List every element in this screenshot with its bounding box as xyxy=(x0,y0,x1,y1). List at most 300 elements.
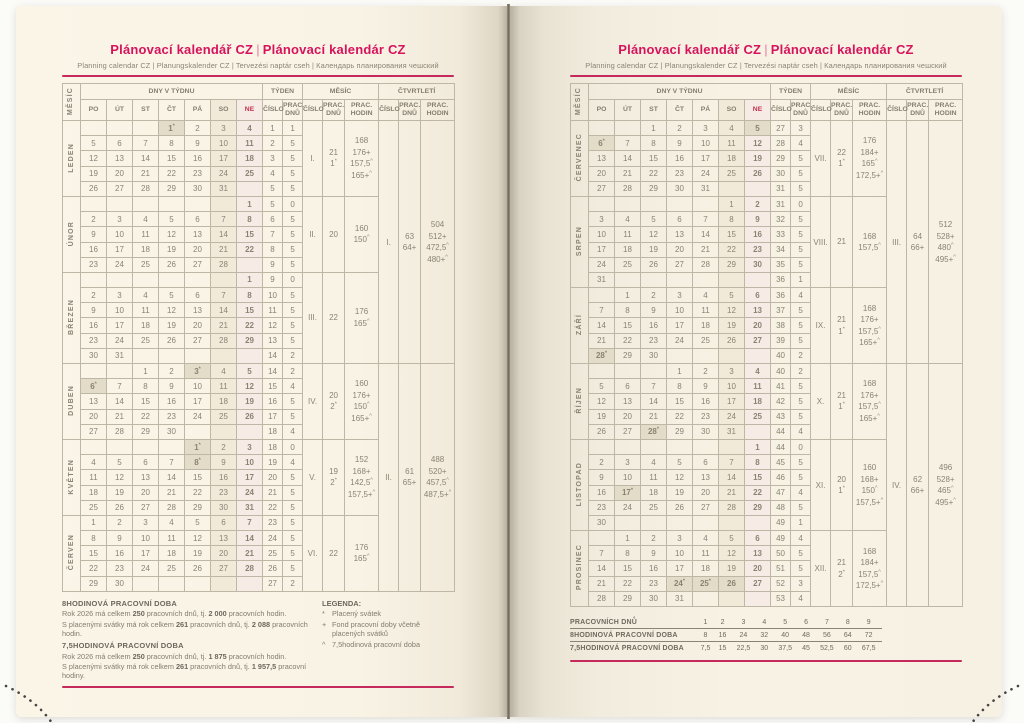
day-cell: 1 xyxy=(641,121,667,136)
day-cell: 10 xyxy=(667,303,693,318)
quarter-hours-header: PRAC. HODIN xyxy=(421,100,455,121)
day-cell: 15 xyxy=(745,470,771,485)
day-cell: 22 xyxy=(745,485,771,500)
day-header-út: ÚT xyxy=(107,100,133,121)
day-cell xyxy=(107,196,133,211)
summary-row-label: PRACOVNÍCH DNŮ xyxy=(570,616,696,629)
quarter-group-header: ČTVRTLETÍ xyxy=(379,84,455,100)
day-cell: 22 xyxy=(615,576,641,591)
day-cell: 9 xyxy=(641,546,667,561)
day-cell: 23 xyxy=(107,561,133,576)
day-cell xyxy=(185,424,211,439)
day-cell: 24 xyxy=(237,485,263,500)
summary-row-label: 8HODINOVÁ PRACOVNÍ DOBA xyxy=(570,629,696,642)
quarter-workdays-header: PRAC. DNŮ xyxy=(399,100,421,121)
month-group-header: MĚSÍC xyxy=(303,84,379,100)
day-cell: 15 xyxy=(185,470,211,485)
week-number-cell: 9 xyxy=(263,272,283,287)
day-header-so: SO xyxy=(719,100,745,121)
week-number-cell: 33 xyxy=(771,227,791,242)
summary-value-cell: 8 xyxy=(696,629,715,642)
day-cell: 24 xyxy=(211,166,237,181)
day-cell: 11 xyxy=(693,303,719,318)
day-cell: 8 xyxy=(237,212,263,227)
day-cell: 5 xyxy=(81,136,107,151)
week-group-header: TÝDEN xyxy=(263,84,303,100)
day-cell: 12 xyxy=(159,303,185,318)
week-workdays-cell: 5 xyxy=(283,136,303,151)
week-workdays-cell: 5 xyxy=(791,181,811,196)
day-cell: 1 xyxy=(237,272,263,287)
month-hours-cell: 168 176+ 157,5^ 165+^ xyxy=(853,288,887,364)
day-cell: 24 xyxy=(107,257,133,272)
week-workdays-cell: 5 xyxy=(283,303,303,318)
day-cell: 12 xyxy=(719,546,745,561)
day-cell xyxy=(693,348,719,363)
summary-row-label: 7,5HODINOVÁ PRACOVNÍ DOBA xyxy=(570,644,684,652)
week-workdays-header: PRAC. DNŮ xyxy=(283,100,303,121)
summary-value-cell: 7,5 xyxy=(700,644,711,652)
day-cell: 23 xyxy=(641,576,667,591)
day-cell: 29 xyxy=(185,500,211,515)
month-name: LISTOPAD xyxy=(571,439,589,530)
week-number-cell: 36 xyxy=(771,272,791,287)
day-cell xyxy=(693,272,719,287)
day-cell xyxy=(237,424,263,439)
day-cell: 25 xyxy=(159,561,185,576)
week-workdays-cell: 4 xyxy=(283,455,303,470)
day-cell: 1 xyxy=(81,515,107,530)
day-cell xyxy=(81,272,107,287)
day-cell: 21 xyxy=(211,318,237,333)
day-cell: 19 xyxy=(745,151,771,166)
day-cell xyxy=(81,439,107,454)
day-cell: 24 xyxy=(589,257,615,272)
day-cell: 1 xyxy=(133,364,159,379)
day-cell: 8 xyxy=(159,136,185,151)
day-cell: 23 xyxy=(641,333,667,348)
day-cell xyxy=(107,121,133,136)
week-number-cell: 50 xyxy=(771,546,791,561)
day-cell xyxy=(615,515,641,530)
day-cell: 8 xyxy=(745,455,771,470)
day-cell: 14 xyxy=(693,227,719,242)
day-cell: 21 xyxy=(693,242,719,257)
week-number-cell: 41 xyxy=(771,379,791,394)
summary-value-cell: 48 xyxy=(798,629,813,642)
day-cell: 20 xyxy=(107,166,133,181)
day-cell: 13 xyxy=(107,151,133,166)
day-cell: 8 xyxy=(667,379,693,394)
day-cell xyxy=(185,576,211,591)
day-cell: 11 xyxy=(641,470,667,485)
day-cell: 9 xyxy=(667,136,693,151)
footer-left xyxy=(62,599,454,681)
week-number-cell: 18 xyxy=(263,439,283,454)
day-cell: 12 xyxy=(237,379,263,394)
day-cell: 23 xyxy=(667,166,693,181)
day-cell: 18 xyxy=(693,318,719,333)
week-workdays-header: PRAC. DNŮ xyxy=(791,100,811,121)
week-workdays-cell: 5 xyxy=(283,561,303,576)
summary-value-cell: 67,5 xyxy=(861,644,876,652)
day-cell xyxy=(719,591,745,606)
day-cell: 19 xyxy=(185,546,211,561)
month-hours-header: PRAC. HODIN xyxy=(345,100,379,121)
day-cell: 22 xyxy=(237,318,263,333)
day-cell: 29 xyxy=(237,333,263,348)
day-cell: 8* xyxy=(185,455,211,470)
quarter-workdays-cell: 62 66+ xyxy=(907,364,929,607)
day-header-čt: ČT xyxy=(667,100,693,121)
day-cell: 26 xyxy=(719,333,745,348)
week-workdays-cell: 5 xyxy=(283,409,303,424)
right-page-content xyxy=(570,42,962,662)
day-cell xyxy=(745,515,771,530)
day-cell: 9 xyxy=(81,227,107,242)
month-number-cell: VI. xyxy=(303,515,323,591)
day-cell: 25 xyxy=(237,166,263,181)
title-czech: Plánovací kalendář CZ xyxy=(618,42,762,57)
day-cell: 30 xyxy=(641,348,667,363)
day-cell xyxy=(589,364,615,379)
week-workdays-cell: 3 xyxy=(791,121,811,136)
month-number-cell: XII. xyxy=(811,531,831,607)
legend-text: Fond pracovní doby včetně placených svátků xyxy=(332,619,421,639)
week-number-cell: 36 xyxy=(771,288,791,303)
summary-value-cell: 1 xyxy=(696,616,715,629)
day-cell: 29 xyxy=(641,181,667,196)
quarter-workdays-header: PRAC. DNŮ xyxy=(907,100,929,121)
day-cell xyxy=(719,272,745,287)
day-header-so: SO xyxy=(211,100,237,121)
week-number-cell: 11 xyxy=(263,303,283,318)
day-cell: 5 xyxy=(745,121,771,136)
day-cell: 30 xyxy=(107,576,133,591)
day-cell xyxy=(159,576,185,591)
day-cell: 3 xyxy=(667,531,693,546)
day-cell xyxy=(211,348,237,363)
day-cell: 2 xyxy=(81,212,107,227)
day-cell: 1 xyxy=(667,364,693,379)
day-cell: 30 xyxy=(641,591,667,606)
day-cell: 25 xyxy=(719,166,745,181)
week-number-cell: 15 xyxy=(263,379,283,394)
day-header-po: PO xyxy=(589,100,615,121)
day-cell: 30 xyxy=(667,181,693,196)
day-cell: 12 xyxy=(667,470,693,485)
week-number-header: ČÍSLO xyxy=(263,100,283,121)
week-number-cell: 6 xyxy=(263,212,283,227)
day-cell: 28 xyxy=(211,333,237,348)
day-cell: 8 xyxy=(133,379,159,394)
month-workdays-cell: 22 1* xyxy=(831,121,853,197)
day-cell: 17 xyxy=(107,242,133,257)
month-hours-cell: 176 165^ xyxy=(345,515,379,591)
legend-symbol: + xyxy=(322,619,327,629)
week-number-cell: 19 xyxy=(263,455,283,470)
day-cell: 6 xyxy=(745,288,771,303)
month-name: ÚNOR xyxy=(63,196,81,272)
day-cell: 30 xyxy=(211,500,237,515)
week-number-cell: 16 xyxy=(263,394,283,409)
day-cell xyxy=(237,576,263,591)
week-number-cell: 26 xyxy=(263,561,283,576)
day-cell: 20 xyxy=(615,409,641,424)
day-cell: 13 xyxy=(133,470,159,485)
day-cell: 30 xyxy=(745,257,771,272)
day-cell xyxy=(745,272,771,287)
weekdays-group-header: DNY V TÝDNU xyxy=(589,84,771,100)
day-cell: 6 xyxy=(211,515,237,530)
day-cell: 21 xyxy=(159,485,185,500)
day-cell: 15 xyxy=(159,151,185,166)
day-cell: 3 xyxy=(667,288,693,303)
title-slovak: Plánovací kalendár CZ xyxy=(770,42,914,57)
week-number-cell: 9 xyxy=(263,257,283,272)
month-hours-cell: 168 176+ 157,5^ 165+^ xyxy=(345,121,379,197)
day-cell xyxy=(211,272,237,287)
week-workdays-cell: 4 xyxy=(283,379,303,394)
day-cell: 1* xyxy=(185,439,211,454)
day-cell: 24 xyxy=(615,500,641,515)
legend-item xyxy=(322,640,454,649)
summary-value-cell: 40 xyxy=(772,629,799,642)
day-cell: 4 xyxy=(133,288,159,303)
day-header-st: ST xyxy=(641,100,667,121)
week-workdays-cell: 4 xyxy=(791,288,811,303)
day-cell: 27 xyxy=(745,576,771,591)
day-cell: 15 xyxy=(133,394,159,409)
day-cell: 24 xyxy=(667,333,693,348)
day-cell: 13 xyxy=(745,303,771,318)
day-cell: 11 xyxy=(615,227,641,242)
day-cell: 18 xyxy=(693,561,719,576)
month-name: ČERVEN xyxy=(63,515,81,591)
day-cell: 18 xyxy=(133,242,159,257)
day-cell: 23 xyxy=(81,257,107,272)
month-workdays-header: PRAC. DNŮ xyxy=(323,100,345,121)
day-cell xyxy=(641,272,667,287)
day-cell: 14 xyxy=(641,394,667,409)
day-cell xyxy=(589,531,615,546)
day-cell: 26 xyxy=(719,576,745,591)
quarter-number-cell: IV. xyxy=(887,364,907,607)
corner-perforation-left xyxy=(0,648,70,723)
day-cell: 22 xyxy=(667,409,693,424)
day-cell: 7 xyxy=(589,303,615,318)
day-cell: 29 xyxy=(159,181,185,196)
worktime-line: S placenými svátky má rok celkem 261 pracovních dnů, tj. 1 957,5 pracovní hodiny. xyxy=(62,662,307,681)
day-cell: 4 xyxy=(693,531,719,546)
summary-value-cell: 64 xyxy=(840,629,855,642)
day-cell: 25 xyxy=(693,333,719,348)
day-cell: 2 xyxy=(641,288,667,303)
day-cell: 16 xyxy=(745,227,771,242)
day-cell: 3 xyxy=(615,455,641,470)
page-title xyxy=(570,42,962,57)
day-header-pá: PÁ xyxy=(185,100,211,121)
week-workdays-cell: 5 xyxy=(283,242,303,257)
day-cell: 20 xyxy=(185,242,211,257)
day-cell xyxy=(641,515,667,530)
day-cell: 28 xyxy=(719,500,745,515)
day-cell: 10 xyxy=(107,303,133,318)
month-column-header: MĚSÍC xyxy=(571,84,589,121)
day-cell: 6 xyxy=(745,531,771,546)
week-number-cell: 44 xyxy=(771,424,791,439)
day-cell: 18 xyxy=(615,242,641,257)
day-cell: 29 xyxy=(615,591,641,606)
day-cell: 6 xyxy=(133,455,159,470)
day-cell: 17 xyxy=(107,318,133,333)
week-workdays-cell: 5 xyxy=(283,257,303,272)
day-cell: 21 xyxy=(615,166,641,181)
day-header-po: PO xyxy=(81,100,107,121)
week-workdays-cell: 0 xyxy=(283,272,303,287)
legend-text: 7,5hodinová pracovní doba xyxy=(332,639,421,649)
day-cell: 2 xyxy=(211,439,237,454)
day-cell: 25 xyxy=(641,500,667,515)
day-cell: 19 xyxy=(719,561,745,576)
week-workdays-cell: 5 xyxy=(283,166,303,181)
month-workdays-cell: 22 xyxy=(323,272,345,363)
week-number-cell: 38 xyxy=(771,318,791,333)
week-workdays-cell: 5 xyxy=(283,470,303,485)
day-cell: 7 xyxy=(211,288,237,303)
week-workdays-cell: 2 xyxy=(283,576,303,591)
day-cell: 4 xyxy=(81,455,107,470)
day-cell xyxy=(211,196,237,211)
day-header-ne: NE xyxy=(237,100,263,121)
day-cell: 29 xyxy=(745,500,771,515)
day-cell: 27 xyxy=(185,257,211,272)
month-hours-cell: 176 165^ xyxy=(345,272,379,363)
workdays-summary-table xyxy=(570,616,882,654)
day-cell: 13 xyxy=(185,227,211,242)
day-cell: 27 xyxy=(745,333,771,348)
day-cell: 12 xyxy=(641,227,667,242)
day-cell: 19 xyxy=(719,318,745,333)
month-number-header: ČÍSLO xyxy=(303,100,323,121)
day-cell: 13 xyxy=(667,227,693,242)
day-cell xyxy=(185,348,211,363)
month-number-cell: IV. xyxy=(303,364,323,440)
day-cell xyxy=(133,121,159,136)
day-cell: 22 xyxy=(159,166,185,181)
day-cell: 14 xyxy=(589,318,615,333)
day-cell xyxy=(133,576,159,591)
day-cell: 21 xyxy=(107,409,133,424)
day-cell: 18 xyxy=(133,318,159,333)
day-cell xyxy=(615,121,641,136)
month-workdays-cell: 19 2* xyxy=(323,439,345,515)
week-workdays-cell: 5 xyxy=(283,500,303,515)
day-cell: 28 xyxy=(237,561,263,576)
month-hours-cell: 168 176+ 157,5^ 165+^ xyxy=(853,364,887,440)
day-header-čt: ČT xyxy=(159,100,185,121)
day-cell: 12 xyxy=(107,470,133,485)
day-cell: 28 xyxy=(107,424,133,439)
title-slovak: Plánovací kalendár CZ xyxy=(262,42,406,57)
worktime-heading: 8HODINOVÁ PRACOVNÍ DOBA xyxy=(62,598,178,608)
day-cell xyxy=(693,515,719,530)
summary-row xyxy=(570,629,882,642)
summary-value-cell: 8 xyxy=(840,616,855,629)
summary-value-cell: 3 xyxy=(730,616,757,629)
day-cell: 25 xyxy=(615,257,641,272)
day-cell: 24 xyxy=(719,409,745,424)
day-cell: 21 xyxy=(589,333,615,348)
day-cell: 9 xyxy=(185,136,211,151)
summary-value-cell: 24 xyxy=(730,629,757,642)
day-cell xyxy=(237,257,263,272)
day-cell: 15 xyxy=(615,318,641,333)
week-workdays-cell: 5 xyxy=(283,394,303,409)
day-cell: 2 xyxy=(667,121,693,136)
week-workdays-cell: 5 xyxy=(791,227,811,242)
day-cell: 10 xyxy=(693,136,719,151)
day-cell: 17 xyxy=(667,561,693,576)
day-cell: 19 xyxy=(667,485,693,500)
day-cell xyxy=(615,364,641,379)
week-number-cell: 13 xyxy=(263,333,283,348)
month-hours-cell: 160 168+ 150^ 157,5+^ xyxy=(853,439,887,530)
day-cell: 26 xyxy=(159,333,185,348)
day-cell: 30 xyxy=(185,181,211,196)
day-cell: 21 xyxy=(719,485,745,500)
day-cell: 14 xyxy=(719,470,745,485)
day-cell: 28 xyxy=(211,257,237,272)
day-cell: 13 xyxy=(589,151,615,166)
legend-item xyxy=(322,620,454,638)
day-cell xyxy=(719,439,745,454)
day-cell: 23 xyxy=(81,333,107,348)
page-title xyxy=(62,42,454,57)
week-number-cell: 42 xyxy=(771,394,791,409)
month-number-header: ČÍSLO xyxy=(811,100,831,121)
title-separator: | xyxy=(764,42,768,57)
day-cell: 8 xyxy=(615,303,641,318)
day-cell: 12 xyxy=(185,531,211,546)
day-cell xyxy=(237,181,263,196)
day-cell: 25 xyxy=(745,409,771,424)
day-cell xyxy=(159,196,185,211)
day-cell: 10 xyxy=(719,379,745,394)
day-cell: 11 xyxy=(159,531,185,546)
day-cell xyxy=(693,196,719,211)
day-cell: 3 xyxy=(589,212,615,227)
day-cell: 8 xyxy=(641,136,667,151)
day-cell xyxy=(211,424,237,439)
day-cell xyxy=(133,348,159,363)
day-cell xyxy=(667,348,693,363)
day-cell: 24 xyxy=(185,409,211,424)
month-workdays-cell: 22 xyxy=(323,515,345,591)
day-cell: 21 xyxy=(237,546,263,561)
day-cell: 5 xyxy=(159,288,185,303)
day-cell: 6* xyxy=(589,136,615,151)
week-workdays-cell: 5 xyxy=(283,318,303,333)
day-cell: 20 xyxy=(745,561,771,576)
day-cell: 4 xyxy=(615,212,641,227)
month-workdays-cell: 20 xyxy=(323,196,345,272)
day-cell: 17 xyxy=(667,318,693,333)
day-cell: 14 xyxy=(159,470,185,485)
month-number-cell: III. xyxy=(303,272,323,363)
day-cell xyxy=(615,439,641,454)
month-number-cell: IX. xyxy=(811,288,831,364)
